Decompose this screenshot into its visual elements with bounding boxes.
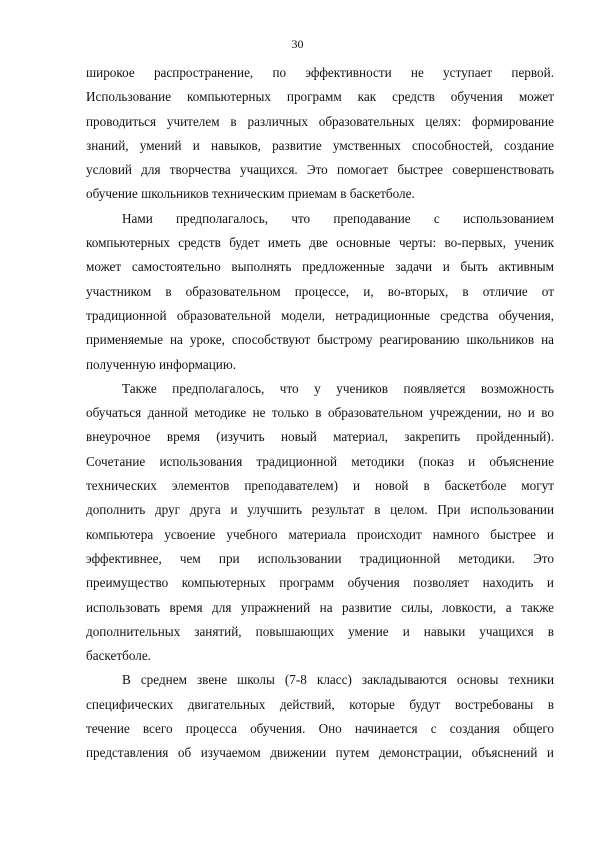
- text-line: дополнить друг друга и улучшить результат в целом. При использовании: [86, 502, 554, 518]
- text-line: проводиться учителем в различных образовательных целях: формирование: [86, 113, 554, 129]
- text-line: Сочетание использования традиционной методики (показ и объяснение: [86, 453, 554, 469]
- text-line: дополнительных занятий, повышающих умение и навыки учащихся в: [86, 623, 554, 639]
- text-line: может самостоятельно выполнять предложенные задачи и быть активным: [86, 259, 554, 275]
- text-line: традиционной образовательной модели, нетрадиционные средства обучения,: [86, 307, 554, 323]
- text-line: обучаться данной методике не только в образовательном учреждении, но и во: [86, 405, 554, 421]
- text-line: широкое распространение, по эффективности не уступает первой.: [86, 65, 554, 80]
- text-line: компьютера усвоение учебного материала происходит намного быстрее и: [86, 526, 554, 542]
- text-line: компьютерных средств будет иметь две основные черты: во-первых, ученик: [86, 235, 554, 251]
- text-line: полученную информацию.: [86, 356, 237, 372]
- text-line: внеурочное время (изучить новый материал, закрепить пройденный).: [86, 429, 554, 445]
- text-line: Использование компьютерных программ как средств обучения может: [86, 89, 554, 105]
- text-line: технических элементов преподавателем) и новой в баскетболе могут: [86, 478, 554, 494]
- paragraph: [86, 61, 554, 207]
- text-line: обучение школьников техническим приемам в баскетболе.: [86, 186, 415, 202]
- text-line: условий для творчества учащихся. Это помогает быстрее совершенствовать: [86, 162, 554, 178]
- text-line: специфических двигательных действий, которые будут востребованы в: [86, 696, 554, 712]
- text-line: баскетболе.: [86, 648, 151, 664]
- paragraph: [86, 207, 554, 377]
- text-line: Также предполагалось, что у учеников появляется возможность: [122, 380, 554, 396]
- text-line: Нами предполагалось, что преподавание с использованием: [122, 210, 554, 226]
- body-text: [86, 61, 554, 766]
- text-line: представления об изучаемом движении путем демонстрации, объяснений и: [86, 745, 554, 761]
- page-number: 30: [291, 37, 304, 51]
- text-line: использовать время для упражнений на развитие силы, ловкости, а также: [86, 599, 554, 615]
- text-line: применяемые на уроке, способствуют быстрому реагированию школьников на: [86, 332, 554, 348]
- text-line: эффективнее, чем при использовании традиционной методики. Это: [86, 550, 554, 566]
- text-line: В среднем звене школы (7-8 класс) закладываются основы техники: [122, 672, 554, 688]
- text-line: знаний, умений и навыков, развитие умственных способностей, создание: [86, 137, 554, 153]
- text-line: преимущество компьютерных программ обучения позволяет находить и: [86, 575, 554, 591]
- text-line: участником в образовательном процессе, и, во-вторых, в отличие от: [86, 283, 554, 299]
- paragraph: [86, 668, 554, 765]
- text-line: течение всего процесса обучения. Оно начинается с создания общего: [86, 721, 554, 737]
- paragraph: [86, 377, 554, 669]
